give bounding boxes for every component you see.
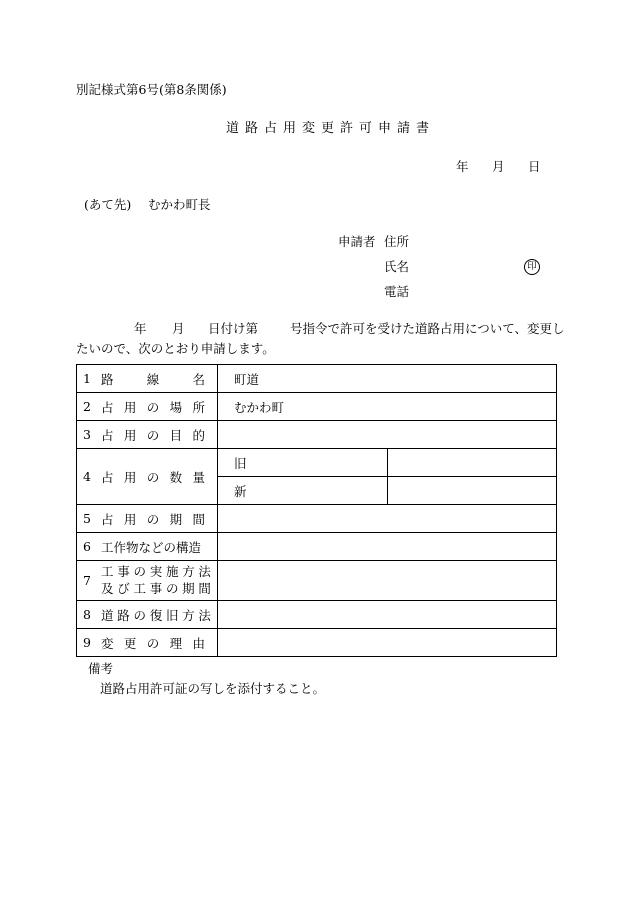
applicant-address-label: 住所	[384, 234, 410, 249]
row-label	[97, 365, 218, 393]
document-title: 道路占用変更許可申請書	[226, 121, 436, 136]
label-char: 期	[169, 511, 183, 527]
label-char: 占	[101, 469, 114, 485]
form-number: 別記様式第6号(第8条関係)	[76, 82, 227, 97]
quantity-old-value[interactable]	[387, 449, 557, 477]
label-char: 用	[123, 399, 137, 415]
row-number: 7	[77, 561, 98, 601]
label-char: の	[165, 580, 179, 596]
label-char: 占	[101, 427, 114, 443]
label-char: 実	[149, 563, 163, 579]
applicant-phone-label: 電話	[384, 284, 410, 299]
label-char: 由	[192, 635, 205, 651]
label-char: 間	[192, 511, 205, 527]
row-number: 5	[77, 505, 98, 533]
label-char: 施	[165, 563, 179, 579]
table-row	[77, 629, 557, 657]
label-char: 道	[101, 607, 114, 623]
row-label	[97, 449, 218, 505]
row-label-text	[101, 398, 205, 416]
intro-line2: たいので、次のとおり申請します。	[76, 341, 275, 356]
label-char: 変	[101, 635, 114, 651]
quantity-new-value[interactable]	[387, 477, 557, 505]
table-row	[77, 505, 557, 533]
label-char: 量	[192, 469, 205, 485]
label-char: の	[146, 635, 160, 651]
row-label-text	[101, 370, 205, 388]
label-char: の	[146, 511, 160, 527]
label-char: 的	[192, 427, 205, 443]
label-char: 用	[123, 469, 137, 485]
label-char: 事	[149, 580, 163, 596]
intro-number-text: 号指令で許可を受けた道路占用について、変更し	[290, 321, 565, 336]
row-number: 2	[77, 393, 98, 421]
label-char: 数	[169, 469, 183, 485]
row-number: 9	[77, 629, 98, 657]
row-number: 1	[77, 365, 98, 393]
row-value[interactable]	[218, 533, 557, 561]
row-value[interactable]: 町道	[218, 365, 557, 393]
row-label-text: 工作物などの構造	[101, 539, 202, 555]
notes-heading: 備考	[88, 661, 114, 676]
quantity-new-label: 新	[218, 477, 388, 505]
table-row	[77, 421, 557, 449]
table-row	[77, 449, 557, 477]
date-year: 年	[456, 159, 469, 174]
intro-dated: 日付け第	[208, 321, 259, 336]
label-char: 方	[182, 563, 195, 579]
row-label-line2	[101, 581, 211, 598]
row-value[interactable]: むかわ町	[218, 393, 557, 421]
date-day: 日	[528, 159, 541, 174]
label-char: 所	[192, 399, 205, 415]
label-char: 路	[117, 607, 130, 623]
label-char: 期	[182, 580, 195, 596]
label-char: 法	[198, 607, 211, 623]
date-month: 月	[492, 159, 505, 174]
row-value[interactable]	[218, 601, 557, 629]
seal-mark: 印	[524, 259, 540, 275]
row-label-text	[101, 468, 205, 486]
label-char: の	[133, 607, 146, 623]
addressee-name: むかわ町長	[148, 197, 211, 212]
row-number: 8	[77, 601, 98, 629]
row-label-text	[101, 510, 205, 528]
label-char: 用	[123, 511, 137, 527]
label-char: 工	[101, 563, 114, 579]
label-char: 旧	[165, 607, 179, 623]
row-value[interactable]	[218, 421, 557, 449]
row-label-text	[101, 606, 211, 624]
table-row	[77, 365, 557, 393]
label-char: 復	[149, 607, 163, 623]
label-char: 用	[123, 427, 137, 443]
table-row	[77, 393, 557, 421]
label-char: 方	[182, 607, 195, 623]
application-table	[76, 364, 557, 657]
label-char: 占	[101, 511, 114, 527]
row-label	[97, 421, 218, 449]
label-char: 線	[146, 371, 160, 387]
label-char: び	[117, 580, 130, 596]
label-char: 間	[198, 580, 211, 596]
row-label	[97, 629, 218, 657]
row-number: 6	[77, 533, 98, 561]
quantity-old-label: 旧	[218, 449, 388, 477]
applicant-role: 申請者	[338, 234, 376, 249]
row-value[interactable]	[218, 561, 557, 601]
table-row	[77, 533, 557, 561]
table-row	[77, 601, 557, 629]
label-char: 更	[123, 635, 137, 651]
row-label-text	[101, 426, 205, 444]
label-char: 場	[169, 399, 183, 415]
row-number: 4	[77, 449, 98, 505]
label-char: 路	[101, 371, 114, 387]
label-char: の	[146, 427, 160, 443]
intro-year: 年	[134, 321, 147, 336]
label-char: 占	[101, 399, 114, 415]
label-char: 名	[192, 371, 205, 387]
label-char: 理	[169, 635, 183, 651]
row-label-line1	[101, 564, 211, 581]
row-value[interactable]	[218, 505, 557, 533]
label-char: 事	[117, 563, 130, 579]
label-char: 目	[169, 427, 183, 443]
notes-text: 道路占用許可証の写しを添付すること。	[100, 681, 326, 696]
label-char: 及	[101, 580, 114, 596]
row-label	[97, 533, 218, 561]
table-row	[77, 561, 557, 601]
label-char: の	[146, 399, 160, 415]
row-label	[97, 561, 218, 601]
label-char: の	[133, 563, 146, 579]
label-char: 法	[198, 563, 211, 579]
row-value[interactable]	[218, 629, 557, 657]
applicant-name-label: 氏名	[384, 259, 410, 274]
addressee-prefix: (あて先)	[84, 197, 132, 212]
row-label	[97, 601, 218, 629]
row-number: 3	[77, 421, 98, 449]
row-label	[97, 393, 218, 421]
label-char: 工	[133, 580, 146, 596]
row-label	[97, 505, 218, 533]
row-label-text	[101, 634, 205, 652]
label-char: の	[146, 469, 160, 485]
intro-month: 月	[172, 321, 185, 336]
